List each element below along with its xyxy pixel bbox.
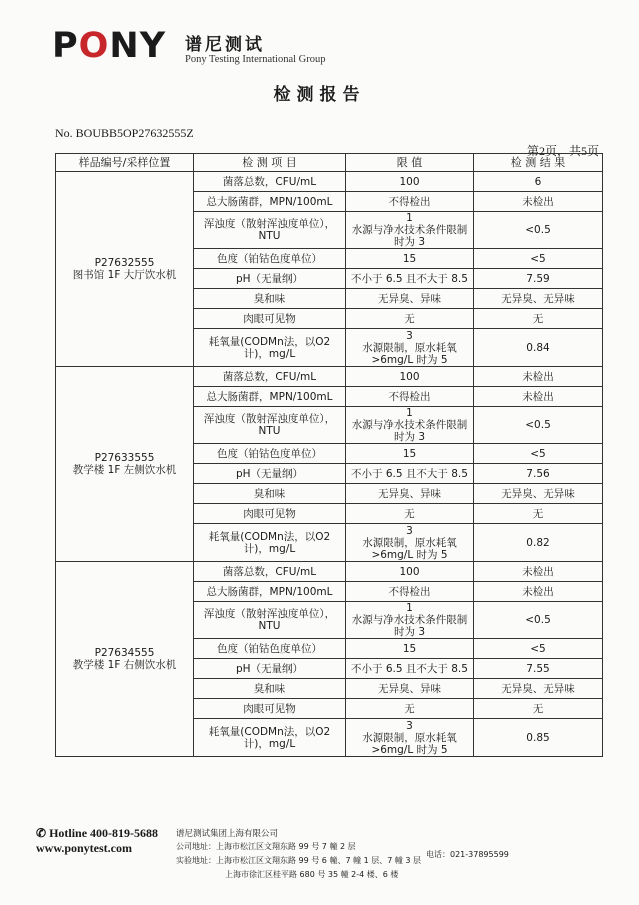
test-item: 浑浊度（散射浑浊度单位），NTU <box>194 212 346 249</box>
result-value: 7.55 <box>474 659 603 679</box>
sample-id: P27634555 <box>94 647 155 659</box>
result-value: 无 <box>474 504 603 524</box>
sample-location: 教学楼 1F 右侧饮水机 <box>72 659 177 671</box>
lab-address: 实验地址：上海市松江区文翔东路 99 号 6 幢、7 幢 1 层、7 幢 3 层 <box>176 856 422 865</box>
sample-cell <box>56 172 194 367</box>
brand-name-cn: 谱尼测试 <box>185 35 265 55</box>
result-value: <0.5 <box>474 212 603 249</box>
test-item: 色度（铂钴色度单位） <box>194 444 346 464</box>
result-value: 0.82 <box>474 524 603 562</box>
test-item: 肉眼可见物 <box>194 699 346 719</box>
limit-value: 100 <box>346 367 474 387</box>
table-row <box>56 172 603 192</box>
result-value: 无 <box>474 309 603 329</box>
limit-value: 1 水源与净水技术条件限制时为 3 <box>346 602 474 639</box>
page-footer <box>0 822 639 902</box>
result-value: <0.5 <box>474 602 603 639</box>
limit-value: 不得检出 <box>346 582 474 602</box>
result-value: 无异臭、无异味 <box>474 679 603 699</box>
limit-value: 15 <box>346 249 474 269</box>
limit-value: 3 水源限制，原水耗氧>6mg/L 时为 5 <box>346 524 474 562</box>
table-row <box>56 562 603 582</box>
lab-address-2: 上海市徐汇区桂平路 680 号 35 幢 2-4 楼、6 楼 <box>225 870 399 879</box>
result-value: <5 <box>474 444 603 464</box>
test-item: 臭和味 <box>194 679 346 699</box>
report-number: No. BOUBB5OP27632555Z <box>55 126 194 140</box>
limit-value: 15 <box>346 444 474 464</box>
company-name: 谱尼测试集团上海有限公司 <box>176 829 279 839</box>
hotline-text: Hotline 400-819-5688 <box>49 826 159 840</box>
test-item: 菌落总数，CFU/mL <box>194 562 346 582</box>
test-item: 总大肠菌群，MPN/100mL <box>194 582 346 602</box>
header-result: 检 测 结 果 <box>474 154 603 172</box>
page-indicator: 第2页，共5页 <box>526 144 599 158</box>
brand-name-en: Pony Testing International Group <box>185 54 326 65</box>
report-title: 检测报告 <box>273 85 366 105</box>
limit-value: 无 <box>346 699 474 719</box>
result-value: 0.85 <box>474 719 603 757</box>
limit-value: 1 水源与净水技术条件限制时为 3 <box>346 212 474 249</box>
result-value: 6 <box>474 172 603 192</box>
test-item: 色度（铂钴色度单位） <box>194 249 346 269</box>
limit-value: 无 <box>346 309 474 329</box>
table-row <box>56 367 603 387</box>
limit-value: 不小于 6.5 且不大于 8.5 <box>346 464 474 484</box>
test-item: pH（无量纲） <box>194 659 346 679</box>
test-item: 耗氧量(CODMn法，以O2计)，mg/L <box>194 524 346 562</box>
result-value: 未检出 <box>474 562 603 582</box>
result-value: <5 <box>474 249 603 269</box>
result-value: 7.59 <box>474 269 603 289</box>
test-item: 色度（铂钴色度单位） <box>194 639 346 659</box>
sample-cell <box>56 562 194 757</box>
result-value: 未检出 <box>474 192 603 212</box>
limit-value: 1 水源与净水技术条件限制时为 3 <box>346 407 474 444</box>
sample-id: P27633555 <box>94 452 155 464</box>
limit-value: 无异臭、异味 <box>346 679 474 699</box>
phone-icon: ✆ <box>36 826 47 840</box>
result-value: 未检出 <box>474 582 603 602</box>
results-table <box>55 153 603 757</box>
result-value: <0.5 <box>474 407 603 444</box>
limit-value: 不得检出 <box>346 192 474 212</box>
result-value: 无异臭、无异味 <box>474 484 603 504</box>
table-header-row <box>56 154 603 172</box>
test-item: 肉眼可见物 <box>194 504 346 524</box>
test-item: 肉眼可见物 <box>194 309 346 329</box>
result-value: 无 <box>474 699 603 719</box>
sample-location: 教学楼 1F 左侧饮水机 <box>72 464 177 476</box>
test-item: pH（无量纲） <box>194 464 346 484</box>
company-address: 公司地址：上海市松江区文翔东路 99 号 7 幢 2 层 <box>176 842 356 851</box>
header-sample: 样品编号/采样位置 <box>56 154 194 172</box>
sample-id: P27632555 <box>94 257 155 269</box>
limit-value: 不得检出 <box>346 387 474 407</box>
pony-logo: PONY <box>52 26 167 66</box>
test-item: 总大肠菌群，MPN/100mL <box>194 192 346 212</box>
test-item: 浑浊度（散射浑浊度单位），NTU <box>194 407 346 444</box>
limit-value: 100 <box>346 172 474 192</box>
header-item: 检 测 项 目 <box>194 154 346 172</box>
sample-location: 图书馆 1F 大厅饮水机 <box>72 269 177 281</box>
limit-value: 不小于 6.5 且不大于 8.5 <box>346 269 474 289</box>
results-body <box>56 172 603 757</box>
result-value: 7.56 <box>474 464 603 484</box>
limit-value: 无 <box>346 504 474 524</box>
test-item: 臭和味 <box>194 484 346 504</box>
limit-value: 不小于 6.5 且不大于 8.5 <box>346 659 474 679</box>
test-item: 臭和味 <box>194 289 346 309</box>
test-item: 总大肠菌群，MPN/100mL <box>194 387 346 407</box>
result-value: 未检出 <box>474 387 603 407</box>
phone-number: 电话：021-37895599 <box>426 850 509 859</box>
test-item: 耗氧量(CODMn法，以O2计)，mg/L <box>194 329 346 367</box>
test-item: 浑浊度（散射浑浊度单位），NTU <box>194 602 346 639</box>
limit-value: 无异臭、异味 <box>346 289 474 309</box>
test-item: 耗氧量(CODMn法，以O2计)，mg/L <box>194 719 346 757</box>
limit-value: 3 水源限制，原水耗氧>6mg/L 时为 5 <box>346 719 474 757</box>
result-value: 0.84 <box>474 329 603 367</box>
limit-value: 100 <box>346 562 474 582</box>
limit-value: 3 水源限制，原水耗氧>6mg/L 时为 5 <box>346 329 474 367</box>
result-value: <5 <box>474 639 603 659</box>
test-item: pH（无量纲） <box>194 269 346 289</box>
website-link[interactable]: www.ponytest.com <box>36 841 132 855</box>
hotline <box>36 826 158 841</box>
result-value: 无异臭、无异味 <box>474 289 603 309</box>
limit-value: 无异臭、异味 <box>346 484 474 504</box>
report-header <box>52 26 612 76</box>
header-limit: 限 值 <box>346 154 474 172</box>
sample-cell <box>56 367 194 562</box>
test-item: 菌落总数，CFU/mL <box>194 367 346 387</box>
test-item: 菌落总数，CFU/mL <box>194 172 346 192</box>
result-value: 未检出 <box>474 367 603 387</box>
limit-value: 15 <box>346 639 474 659</box>
